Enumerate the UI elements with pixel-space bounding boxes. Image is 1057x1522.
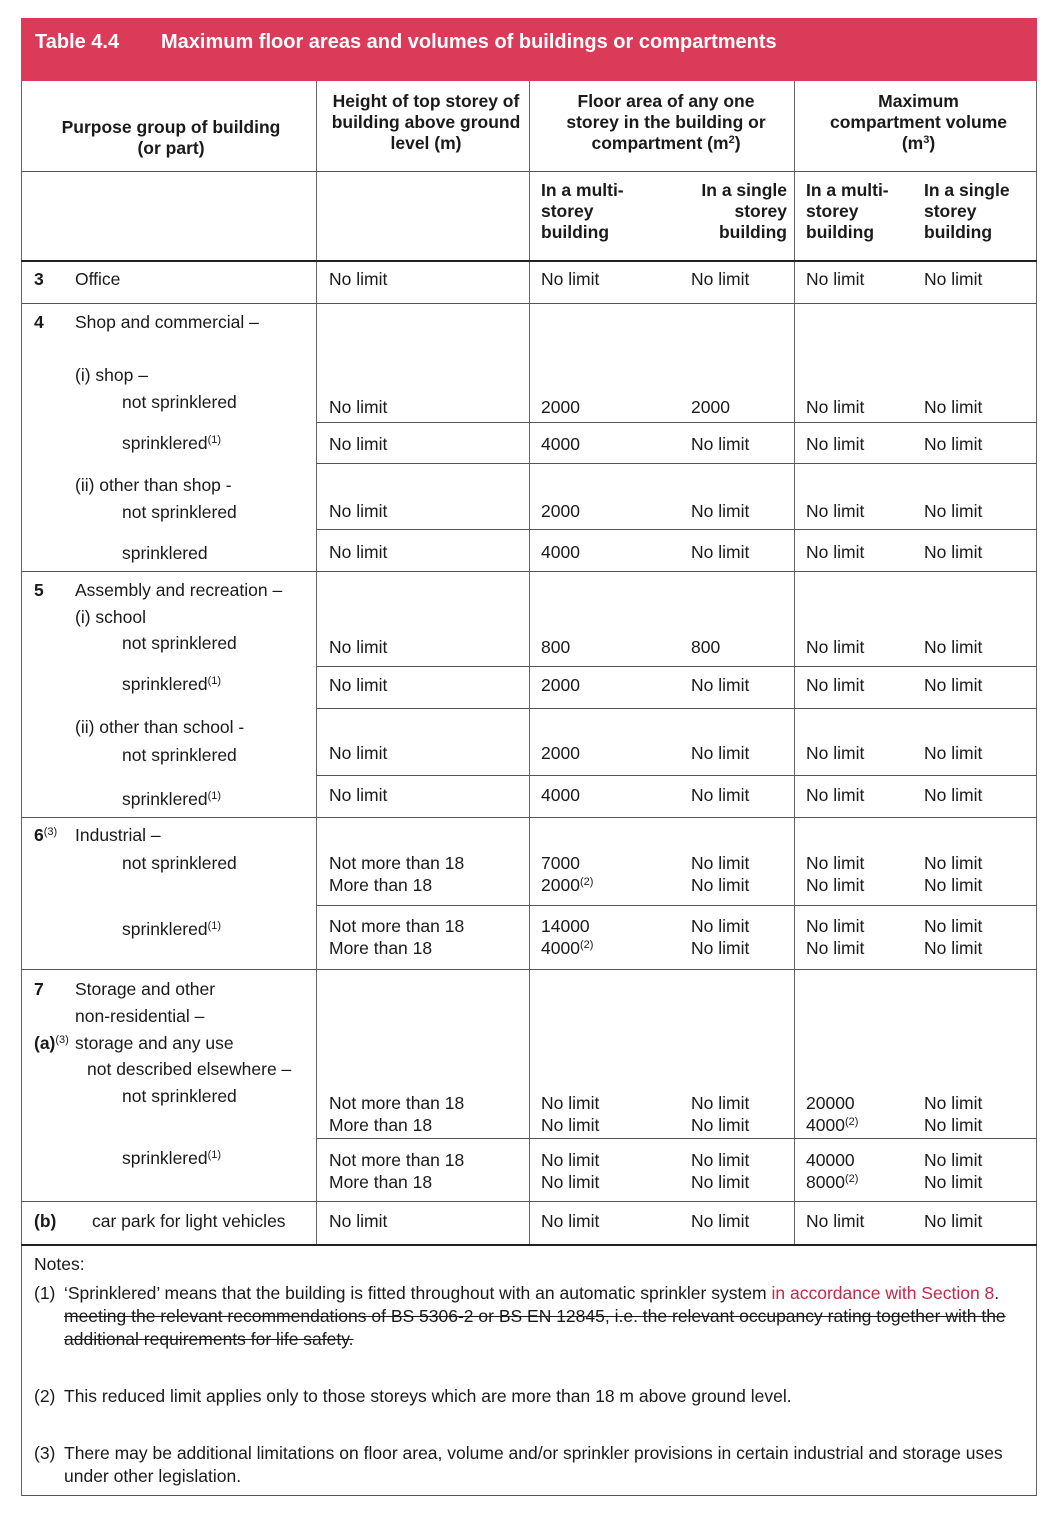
row-line-5-school-sp (317, 708, 1037, 709)
g6-ns-floor-single-1: No limit (691, 853, 750, 873)
g4-shop-ns-vol-single: No limit (924, 397, 983, 417)
g7a-sp-floor-multi-2: No limit (541, 1172, 600, 1192)
g6-ns-vol-single-1: No limit (924, 853, 983, 873)
g7a-sp-label (122, 1147, 221, 1169)
group-7-number: 7 (34, 979, 44, 999)
g4-other-label: (ii) other than shop - (75, 475, 232, 495)
footnote-ref-1: (1) (207, 920, 222, 932)
g6-sp-label (122, 918, 221, 940)
note-1-deleted: meeting the relevant recommendations of BS 5306-2 or BS EN 12845, i.e. the relevant occupancy rating together with the additional requirements for life safety. (64, 1306, 1006, 1349)
g5-school-ns-vol-single: No limit (924, 637, 983, 657)
col-divider-3 (794, 81, 795, 1245)
g4-shop-sp-text: sprinklered (122, 433, 208, 453)
header-floor-area (551, 91, 781, 154)
g7a-ns-vol-single-2: No limit (924, 1115, 983, 1135)
table-number: Table 4.4 (35, 31, 120, 53)
note-1 (34, 1282, 1024, 1351)
g5-other-ns-vol-single: No limit (924, 743, 983, 763)
group-5-number: 5 (34, 580, 44, 600)
row-line-5-school-ns (317, 666, 1037, 667)
table-left-border (21, 81, 22, 1496)
g4-shop-sp-floor-multi: 4000 (541, 434, 580, 454)
note-1-number: (1) (34, 1283, 56, 1303)
footnote-ref-1: (1) (207, 790, 222, 802)
footnote-ref-2: (2) (579, 876, 594, 888)
g5-school-ns-floor-single: 800 (691, 637, 721, 657)
g5-school-sp-vol-multi: No limit (806, 675, 865, 695)
header-floor-area-text: Floor area of any one storey in the building or compartment (m (566, 91, 766, 153)
g5-other-ns-vol-multi: No limit (806, 743, 865, 763)
g6-ns-vol-multi-2: No limit (806, 875, 865, 895)
g5-other-sp-vol-single: No limit (924, 785, 983, 805)
header-volume-sup: 3 (923, 134, 930, 146)
g6-ns-height-2: More than 18 (329, 875, 433, 895)
g7a-sp-floor-single-1: No limit (691, 1150, 750, 1170)
g4-other-sp-label: sprinklered (122, 543, 208, 563)
g5-school-ns-height: No limit (329, 637, 388, 657)
row-line-group4 (21, 571, 1037, 572)
g4-other-sp-vol-multi: No limit (806, 542, 865, 562)
note-1-text: ‘Sprinklered’ means that the building is fitted throughout with an automatic sprinkler system (64, 1283, 772, 1303)
g6-sp-height-1: Not more than 18 (329, 916, 465, 936)
g5-other-sp-floor-single: No limit (691, 785, 750, 805)
header-floor-area-end: ) (734, 133, 741, 153)
g7a-sp-vol-single-1: No limit (924, 1150, 983, 1170)
g7a-ns-floor-multi-1: No limit (541, 1093, 600, 1113)
g7a-ns-label: not sprinklered (122, 1086, 237, 1106)
g5-other-sp-height: No limit (329, 785, 388, 805)
g4-shop-sp-vol-single: No limit (924, 434, 983, 454)
group-7b-name: car park for light vehicles (92, 1211, 286, 1231)
g6-sp-floor-multi-1: 14000 (541, 916, 590, 936)
header-height: Height of top storey of building above ground level (m) (331, 91, 521, 153)
header-volume (826, 91, 1011, 154)
g7a-sp-vol-single-2: No limit (924, 1172, 983, 1192)
note-3 (34, 1442, 1024, 1488)
col-divider-2 (529, 81, 530, 1245)
group-6-number-text: 6 (34, 825, 44, 845)
row-line-group5 (21, 817, 1037, 818)
g4-shop-sp-vol-multi: No limit (806, 434, 865, 454)
g7a-ns-height-1: Not more than 18 (329, 1093, 465, 1113)
header-bottom (21, 260, 1037, 262)
g6-ns-floor-multi-2-val: 2000 (541, 875, 580, 895)
g4-shop-ns-label: not sprinklered (122, 392, 237, 412)
note-3-number: (3) (34, 1443, 56, 1463)
group-6-name: Industrial – (75, 825, 161, 845)
g5-school-sp-floor-multi: 2000 (541, 675, 580, 695)
g6-ns-vol-multi-1: No limit (806, 853, 865, 873)
header-divider (21, 171, 1037, 172)
row-line-6-ns (317, 905, 1037, 906)
g4-other-ns-height: No limit (329, 501, 388, 521)
g6-ns-floor-multi-1: 7000 (541, 853, 580, 873)
g5-other-sp-text: sprinklered (122, 789, 208, 809)
group-7a-letter: (a) (34, 1033, 56, 1053)
row-line-7b (21, 1244, 1037, 1246)
col-divider-1 (316, 81, 317, 1245)
g5-school-ns-label: not sprinklered (122, 633, 237, 653)
g4-other-ns-vol-multi: No limit (806, 501, 865, 521)
group-4-name: Shop and commercial – (75, 312, 259, 332)
g7b-vol-multi: No limit (806, 1211, 865, 1231)
header-floor-area-sup: 2 (728, 134, 735, 146)
g7a-sp-floor-single-2: No limit (691, 1172, 750, 1192)
g7a-sp-height-2: More than 18 (329, 1172, 433, 1192)
header-volume-multi: In a multi-storey building (806, 180, 889, 242)
g4-shop-sp-height: No limit (329, 434, 388, 454)
g3-height: No limit (329, 269, 388, 289)
g7a-ns-vol-single-1: No limit (924, 1093, 983, 1113)
g5-school-ns-vol-multi: No limit (806, 637, 865, 657)
header-volume-end: ) (929, 133, 936, 153)
table-container (21, 18, 1037, 1496)
g3-volume-multi: No limit (806, 269, 865, 289)
group-4-number: 4 (34, 312, 44, 332)
row-line-5-other-ns (317, 775, 1037, 776)
g5-other-sp-floor-multi: 4000 (541, 785, 580, 805)
group-7b-label: (b) (34, 1211, 57, 1231)
notes-heading: Notes: (34, 1254, 85, 1274)
g4-other-ns-floor-single: No limit (691, 501, 750, 521)
table-title: Maximum floor areas and volumes of buildings or compartments (161, 31, 777, 53)
g5-school-label: (i) school (75, 607, 146, 627)
g5-school-sp-floor-single: No limit (691, 675, 750, 695)
footnote-ref-1: (1) (207, 434, 222, 446)
row-line-office (21, 303, 1037, 304)
group-6-number (34, 824, 57, 846)
g4-other-sp-floor-single: No limit (691, 542, 750, 562)
g4-other-sp-height: No limit (329, 542, 388, 562)
header-volume-text: Maximum compartment volume (m (830, 91, 1007, 153)
g5-other-ns-height: No limit (329, 743, 388, 763)
note-2 (34, 1385, 1024, 1408)
g7b-vol-single: No limit (924, 1211, 983, 1231)
footnote-ref-1: (1) (207, 1149, 222, 1161)
note-1-text-b: . (994, 1283, 1000, 1303)
note-2-text: This reduced limit applies only to those storeys which are more than 18 m above ground level. (64, 1386, 792, 1406)
group-7a-label (34, 1032, 69, 1054)
g6-sp-height-2: More than 18 (329, 938, 433, 958)
note-1-amendment: in accordance with Section 8 (771, 1283, 995, 1303)
g4-shop-label: (i) shop – (75, 365, 148, 385)
note-2-number: (2) (34, 1386, 56, 1406)
g7a-ns-floor-single-1: No limit (691, 1093, 750, 1113)
g7a-ns-vol-multi-1: 20000 (806, 1093, 855, 1113)
g6-sp-text: sprinklered (122, 919, 208, 939)
g5-other-ns-floor-multi: 2000 (541, 743, 580, 763)
g4-other-ns-label: not sprinklered (122, 502, 237, 522)
table-bottom-border (21, 1495, 1037, 1496)
group-7a-name-1: storage and any use (75, 1033, 234, 1053)
g5-other-ns-label: not sprinklered (122, 745, 237, 765)
g6-sp-floor-multi-2-val: 4000 (541, 938, 580, 958)
g4-other-ns-vol-single: No limit (924, 501, 983, 521)
g6-ns-label: not sprinklered (122, 853, 237, 873)
g5-school-sp-text: sprinklered (122, 674, 208, 694)
footnote-ref-2: (2) (844, 1173, 859, 1185)
g6-sp-floor-multi-2 (541, 937, 593, 959)
g6-sp-vol-single-1: No limit (924, 916, 983, 936)
header-purpose-group: Purpose group of building (or part) (61, 117, 281, 158)
header-floor-multi: In a multi-storey building (541, 180, 624, 242)
g6-ns-floor-multi-2 (541, 874, 593, 896)
g5-school-ns-floor-multi: 800 (541, 637, 571, 657)
g5-other-ns-floor-single: No limit (691, 743, 750, 763)
group-7a-name-2: not described elsewhere – (87, 1059, 292, 1079)
g7a-ns-height-2: More than 18 (329, 1115, 433, 1135)
g7b-height: No limit (329, 1211, 388, 1231)
g6-sp-vol-single-2: No limit (924, 938, 983, 958)
row-line-group6 (21, 969, 1037, 970)
g6-sp-floor-single-2: No limit (691, 938, 750, 958)
footnote-ref-3: (3) (55, 1034, 69, 1046)
g4-other-sp-floor-multi: 4000 (541, 542, 580, 562)
g6-sp-vol-multi-1: No limit (806, 916, 865, 936)
g7a-ns-vol-multi-2 (806, 1114, 858, 1136)
g7a-sp-vol-multi-2 (806, 1171, 858, 1193)
g7a-ns-vol-multi-2-val: 4000 (806, 1115, 845, 1135)
footnote-ref-1: (1) (207, 675, 222, 687)
group-5-name: Assembly and recreation – (75, 580, 283, 600)
g6-ns-height-1: Not more than 18 (329, 853, 465, 873)
header-floor-single: In a single storey building (701, 180, 787, 242)
row-line-7a-sp (21, 1201, 1037, 1202)
g3-floor-multi: No limit (541, 269, 600, 289)
row-line-4-shop-sp (317, 463, 1037, 464)
g7a-ns-floor-multi-2: No limit (541, 1115, 600, 1135)
g5-other-sp-vol-multi: No limit (806, 785, 865, 805)
g4-shop-ns-floor-single: 2000 (691, 397, 730, 417)
g7a-sp-text: sprinklered (122, 1148, 208, 1168)
g7a-sp-vol-multi-1: 40000 (806, 1150, 855, 1170)
g7a-sp-vol-multi-2-val: 8000 (806, 1172, 845, 1192)
group-7-name-2: non-residential – (75, 1006, 205, 1026)
g6-sp-floor-single-1: No limit (691, 916, 750, 936)
g4-other-ns-floor-multi: 2000 (541, 501, 580, 521)
row-line-4-other-ns (317, 529, 1037, 530)
g4-other-sp-vol-single: No limit (924, 542, 983, 562)
footnote-ref-3: (3) (43, 826, 58, 838)
g6-ns-vol-single-2: No limit (924, 875, 983, 895)
group-3-name: Office (75, 269, 121, 289)
g4-shop-ns-height: No limit (329, 397, 388, 417)
header-volume-single: In a single storey building (924, 180, 1010, 242)
g6-ns-floor-single-2: No limit (691, 875, 750, 895)
g7a-sp-height-1: Not more than 18 (329, 1150, 465, 1170)
g6-sp-vol-multi-2: No limit (806, 938, 865, 958)
g5-school-sp-label (122, 673, 221, 695)
g5-other-sp-label (122, 788, 221, 810)
table-title-bar (21, 18, 1037, 81)
g7b-floor-multi: No limit (541, 1211, 600, 1231)
g4-shop-ns-vol-multi: No limit (806, 397, 865, 417)
g5-school-sp-height: No limit (329, 675, 388, 695)
g7b-floor-single: No limit (691, 1211, 750, 1231)
g3-volume-single: No limit (924, 269, 983, 289)
g3-floor-single: No limit (691, 269, 750, 289)
table-right-border (1036, 81, 1037, 1496)
footnote-ref-2: (2) (844, 1116, 859, 1128)
row-line-4-shop-ns (317, 422, 1037, 423)
g4-shop-ns-floor-multi: 2000 (541, 397, 580, 417)
g4-shop-sp-label (122, 432, 221, 454)
g5-other-label: (ii) other than school - (75, 717, 245, 737)
note-3-text: There may be additional limitations on floor area, volume and/or sprinkler provisions in certain industrial and storage uses under other legislation. (64, 1443, 1003, 1486)
row-line-7a-ns (317, 1138, 1037, 1139)
group-3-number: 3 (34, 269, 44, 289)
g5-school-sp-vol-single: No limit (924, 675, 983, 695)
g4-shop-sp-floor-single: No limit (691, 434, 750, 454)
g7a-sp-floor-multi-1: No limit (541, 1150, 600, 1170)
group-7-name-1: Storage and other (75, 979, 216, 999)
g7a-ns-floor-single-2: No limit (691, 1115, 750, 1135)
footnote-ref-2: (2) (579, 939, 594, 951)
